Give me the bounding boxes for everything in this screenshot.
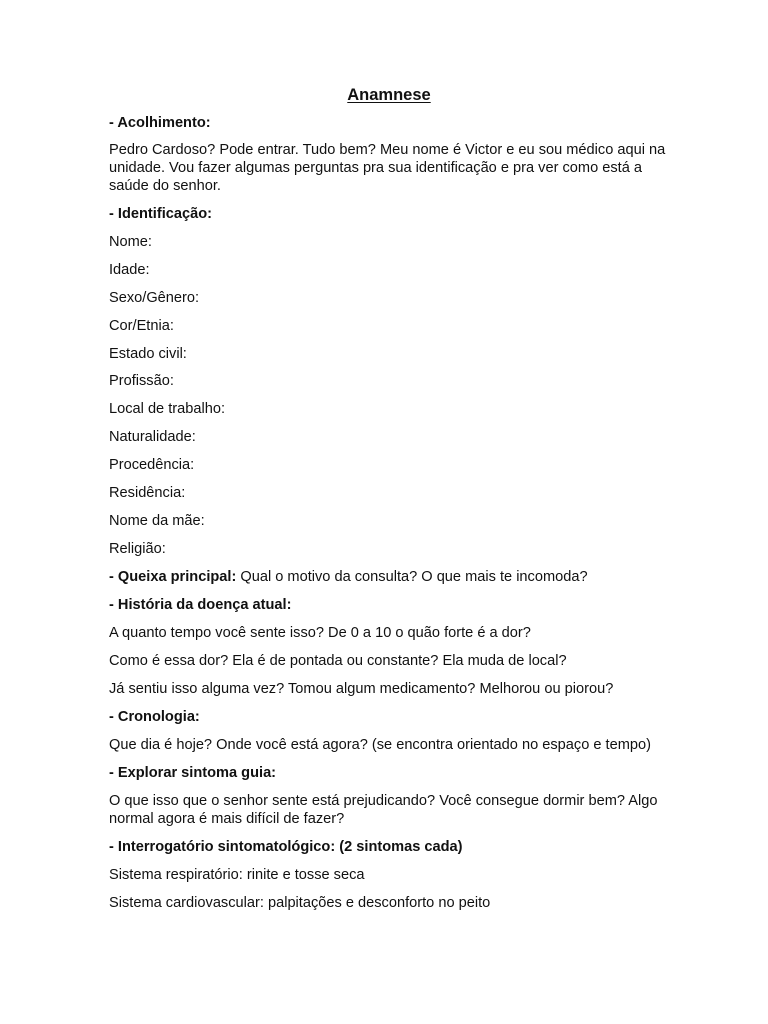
field-idade: Idade: xyxy=(109,261,150,278)
section-heading-historia: - História da doença atual: xyxy=(109,596,292,613)
historia-line-3: Já sentiu isso alguma vez? Tomou algum medicamento? Melhorou ou piorou? xyxy=(109,680,614,697)
historia-line-1: A quanto tempo você sente isso? De 0 a 10 o quão forte é a dor? xyxy=(109,624,531,641)
field-religiao: Religião: xyxy=(109,540,166,557)
acolhimento-text: Pedro Cardoso? Pode entrar. Tudo bem? Meu nome é Victor e eu sou médico aqui na unidade. Vou fazer algumas perguntas pra sua identificação e pra ver como está a saúde do senhor. xyxy=(109,142,666,194)
queixa-principal-line xyxy=(109,568,669,586)
field-nome-da-mae: Nome da mãe: xyxy=(109,512,205,529)
historia-line-2: Como é essa dor? Ela é de pontada ou constante? Ela muda de local? xyxy=(109,652,567,669)
interrogatorio-line-2: Sistema cardiovascular: palpitações e desconforto no peito xyxy=(109,894,491,911)
interrogatorio-line-1: Sistema respiratório: rinite e tosse seca xyxy=(109,866,365,883)
document-page xyxy=(109,84,669,922)
queixa-text: Qual o motivo da consulta? O que mais te incomoda? xyxy=(236,568,588,585)
field-naturalidade: Naturalidade: xyxy=(109,429,196,446)
cronologia-text: Que dia é hoje? Onde você está agora? (se encontra orientado no espaço e tempo) xyxy=(109,736,651,753)
section-heading-interrogatorio: - Interrogatório sintomatológico: (2 sintomas cada) xyxy=(109,838,463,855)
field-local-de-trabalho: Local de trabalho: xyxy=(109,401,226,418)
section-heading-queixa: - Queixa principal: xyxy=(109,568,237,585)
field-estado-civil: Estado civil: xyxy=(109,345,187,362)
field-sexo-genero: Sexo/Gênero: xyxy=(109,289,200,306)
section-heading-cronologia: - Cronologia: xyxy=(109,708,200,725)
document-title: Anamnese xyxy=(347,86,431,104)
sintoma-guia-text: O que isso que o senhor sente está prejudicando? Você consegue dormir bem? Algo normal agora é mais difícil de fazer? xyxy=(109,792,658,827)
field-residencia: Residência: xyxy=(109,485,186,502)
field-procedencia: Procedência: xyxy=(109,457,195,474)
field-profissao: Profissão: xyxy=(109,373,174,390)
field-cor-etnia: Cor/Etnia: xyxy=(109,317,174,334)
section-heading-acolhimento: - Acolhimento: xyxy=(109,115,211,131)
section-heading-identificacao: - Identificação: xyxy=(109,206,212,222)
section-heading-sintoma-guia: - Explorar sintoma guia: xyxy=(109,764,277,781)
field-nome: Nome: xyxy=(109,234,152,250)
